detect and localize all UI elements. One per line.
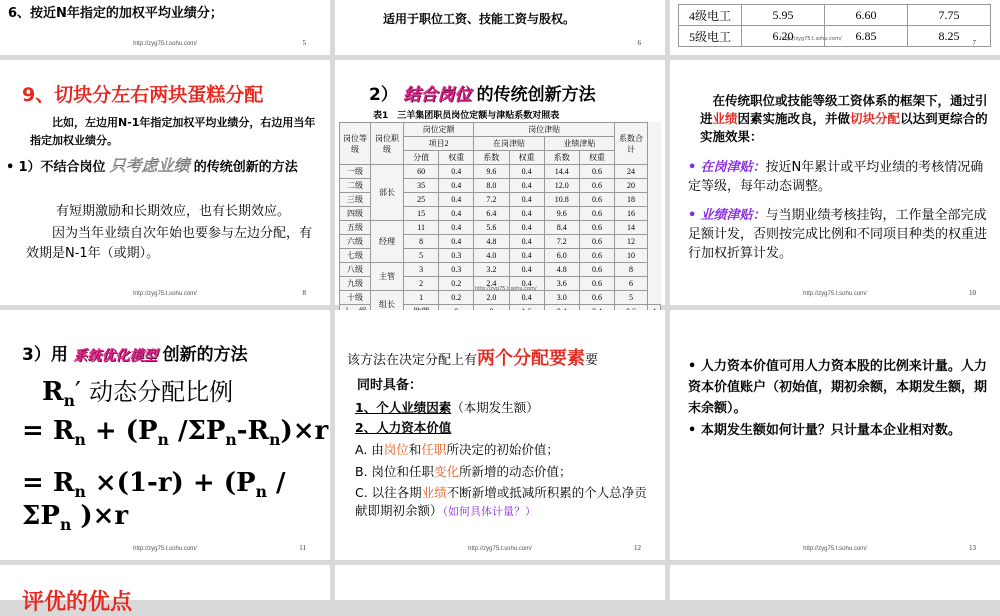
slide-13-bullet-1: • 人力资本价值可用人力资本股的比例来计量。人力资本价值账户（初始值，期初余额，本期发生额，期末余额）。 (688, 359, 988, 416)
table-cell: 6.0 (544, 249, 579, 263)
table-title: 表1 三羊集团职员岗位定额与津贴系数对照表 (373, 111, 560, 121)
slide-10-bullet-1: • 在岗津贴：按近N年累计或平均业绩的考核情况确定等级，每年动态调整。 (688, 160, 984, 194)
table-cell: 0.6 (579, 263, 614, 277)
table-row (340, 165, 661, 179)
slide-10[interactable] (670, 60, 1000, 305)
slide-8-title: 9、切块分左右两块蛋糕分配 (22, 84, 264, 106)
line-text: 要 (585, 353, 599, 368)
table-cell: 0.2 (439, 277, 474, 291)
slide-5-number: 5 (302, 39, 306, 47)
table-cell: 5.95 (742, 5, 825, 26)
slide-6-number: 6 (637, 39, 641, 47)
table-cell: 0.6 (579, 249, 614, 263)
table-cell: 7.2 (544, 235, 579, 249)
slide-10-url: http://zyg75.t.sohu.com/ (803, 291, 867, 297)
table-row (340, 221, 661, 235)
formula-2: = $R_n \times(1-r) + (P_n$ $/\Sigma P_n$ )×r (22, 468, 286, 535)
table-cell: 14.4 (544, 165, 579, 179)
table-cell: 2.4 (474, 277, 509, 291)
table-header: 权重 (509, 151, 544, 165)
table-cell: 0.4 (509, 263, 544, 277)
table-cell: 0.4 (509, 249, 544, 263)
table-cell: 组长 (371, 291, 404, 319)
rn-definition: $R_n'$ 动态分配比例 (42, 377, 234, 411)
table-cell: 八级 (340, 263, 371, 277)
table-cell: 0.4 (439, 235, 474, 249)
formula-1: = $R_n + (P_n$ $/\Sigma P_n-R_n)\times r$ (22, 416, 329, 450)
table-cell: 三级 (340, 193, 371, 207)
slide-13-number: 13 (969, 544, 976, 552)
table-header: 分值 (404, 151, 439, 165)
table-cell: 经理 (371, 221, 404, 263)
slide-8-bullet: • 1）不结合岗位 只考虑业绩 的传统创新的方法 (6, 156, 298, 175)
table-cell: 16 (615, 207, 648, 221)
factor-1 (355, 398, 539, 416)
slide-9-url: http://zyg75.t.sohu.com/ (475, 286, 537, 292)
table-row (340, 291, 661, 305)
rn-label: 动态分配比例 (89, 378, 234, 406)
table-cell: 8 (615, 263, 648, 277)
slide-13-url: http://zyg75.t.sohu.com/ (803, 546, 867, 552)
item-highlight: 任职 (421, 442, 447, 457)
table-cell: 0.6 (579, 179, 614, 193)
slide-8[interactable] (0, 60, 330, 305)
table-header: 岗位津贴 (474, 123, 615, 137)
item-text: 所新增的动态价值； (459, 464, 572, 479)
item-text: 所决定的初始价值； (446, 442, 559, 457)
item-b (355, 462, 572, 480)
table-cell: 35 (404, 179, 439, 193)
wordart-label: 系统优化模型 (73, 348, 158, 364)
slide-12-number: 12 (634, 544, 641, 552)
slide-7-number: 7 (972, 39, 976, 47)
slide-7[interactable] (670, 0, 1000, 55)
title-suffix: 的传统创新方法 (476, 85, 596, 105)
table-row (340, 263, 661, 277)
slide-12[interactable] (335, 310, 665, 560)
slide-5-text: 6、按近N年指定的加权平均业绩分； (8, 6, 223, 21)
table-cell: 0.4 (509, 207, 544, 221)
table-cell: 0.6 (579, 277, 614, 291)
table-cell: 3.2 (474, 263, 509, 277)
slide-5[interactable] (0, 0, 330, 55)
title-prefix: 2） (369, 85, 398, 105)
slide-12-line-2: 同时具备： (357, 378, 423, 393)
table-cell: 3.6 (544, 277, 579, 291)
table-header: 业绩津贴 (544, 137, 614, 151)
table-cell: 主管 (371, 263, 404, 291)
table-cell: 0.6 (579, 193, 614, 207)
table-cell: 5.6 (474, 221, 509, 235)
table-cell: 12.0 (544, 179, 579, 193)
title-suffix: 创新的方法 (162, 345, 248, 365)
table-cell: 10.8 (544, 193, 579, 207)
table-header: 项目2 (404, 137, 474, 151)
table-cell: 0.4 (439, 179, 474, 193)
slide-10-intro (700, 92, 996, 146)
table-header: 系数 (544, 151, 579, 165)
item-note: （如何具体计量？） (442, 505, 537, 518)
bullet-text: 按近N年累计或平均业绩的考核情况确定等级，每年动态调整。 (688, 160, 984, 194)
factor-2: 2、人力资本价值 (355, 420, 452, 435)
table-cell: 一级 (340, 165, 371, 179)
table-cell: 0.3 (439, 263, 474, 277)
slide-8-line-2: 因为当年业绩自次年始也要参与左边分配，有效期是N-1年（或期）。 (26, 226, 313, 261)
table-cell: 十级 (340, 291, 371, 305)
slide-10-number: 10 (969, 289, 976, 297)
table-header: 岗位职级 (371, 123, 404, 165)
table-header: 权重 (439, 151, 474, 165)
slide-11[interactable] (0, 310, 330, 560)
intro-highlight: 业绩 (712, 111, 738, 126)
table-cell: 4.0 (474, 249, 509, 263)
table-cell: 0.6 (579, 235, 614, 249)
table-cell: 1 (404, 291, 439, 305)
bullet-text: 与当期业绩考核挂钩，工作量全部完成足额计发，否则按完成比例和不同项目种类的权重进行加权折算计发。 (688, 208, 988, 261)
table-cell: 五级 (340, 221, 371, 235)
table-cell: 0.3 (439, 249, 474, 263)
item-text: B. 岗位和任职 (355, 464, 435, 479)
table-cell: 8.4 (544, 221, 579, 235)
slide-11-title (22, 340, 248, 365)
table-cell: 4级电工 (679, 5, 742, 26)
item-text: 和 (408, 442, 422, 457)
item-highlight: 岗位 (383, 442, 409, 457)
table-cell: 0.4 (509, 221, 544, 235)
table-cell: 0.6 (579, 207, 614, 221)
table-cell: 60 (404, 165, 439, 179)
table-cell: 12 (615, 235, 648, 249)
table-cell: 0.4 (509, 179, 544, 193)
line-text: 该方法在决定分配上有 (347, 353, 478, 368)
table-cell: 8.0 (474, 179, 509, 193)
table-cell: 15 (404, 207, 439, 221)
table-row (679, 5, 991, 26)
intro-text: 因素实施改良，并做 (737, 111, 851, 126)
table-cell: 5 (615, 291, 648, 305)
table-cell: 3 (404, 263, 439, 277)
table-cell: 部长 (371, 165, 404, 221)
bullet-label: 在岗津贴： (700, 160, 766, 175)
table-cell: 6.85 (825, 26, 908, 47)
slide-10-bullet-2: • 业绩津贴：与当期业绩考核挂钩，工作量全部完成足额计发，否则按完成比例和不同项目种类的权重进行加权折算计发。 (688, 208, 988, 261)
table-header: 岗位等级 (340, 123, 371, 165)
table-cell: 0.4 (509, 165, 544, 179)
table-cell: 4.8 (474, 235, 509, 249)
item-text: 不断新增或抵减所积累的个人总净贡献即期初余额） (355, 485, 647, 518)
table-cell: 0.6 (579, 165, 614, 179)
slide-14[interactable] (0, 565, 330, 615)
slide-6-text: 适用于职位工资、技能工资与股权。 (383, 12, 576, 26)
table-cell: 5级电工 (679, 26, 742, 47)
slide-6[interactable] (335, 0, 665, 55)
slide-11-number: 11 (299, 544, 306, 552)
table-header: 权重 (579, 151, 614, 165)
bullet-label: 1）不结合岗位 (18, 160, 106, 175)
table-header: 系数 (474, 151, 509, 165)
table-cell: 5 (404, 249, 439, 263)
table-cell: 24 (615, 165, 648, 179)
table-cell: 0.4 (439, 207, 474, 221)
slide-7-url: http://zyg75.t.sohu.com/ (780, 36, 842, 42)
slide-5-url: http://zyg75.t.sohu.com/ (133, 41, 197, 47)
factor-label: 1、个人业绩因素 (355, 400, 452, 415)
table-cell: 3.0 (544, 291, 579, 305)
table-cell: 6.4 (474, 207, 509, 221)
wordart-label: 只考虑业绩 (109, 156, 190, 175)
table-header: 岗位定额 (404, 123, 474, 137)
table-cell: 6.20 (742, 26, 825, 47)
slide-8-line-1: 有短期激励和长期效应，也有长期效应。 (56, 204, 291, 219)
bullet-label: 业绩津贴： (700, 208, 766, 223)
table-cell: 11 (404, 221, 439, 235)
table-cell: 8.25 (908, 26, 991, 47)
table-cell: 0.4 (509, 235, 544, 249)
slide-12-url: http://zyg75.t.sohu.com/ (468, 546, 532, 552)
table-cell: 7.2 (474, 193, 509, 207)
wordart-label: 结合岗位 (403, 85, 472, 105)
table-header: 在岗津贴 (474, 137, 544, 151)
slide-13[interactable] (670, 310, 1000, 560)
table-cell: 九级 (340, 277, 371, 291)
table-cell: 9.6 (474, 165, 509, 179)
intro-text: 在传统职位或技能等级工资体系的框架下，通过引进 (700, 93, 988, 126)
table-cell: 0.4 (439, 221, 474, 235)
item-highlight: 业绩 (421, 485, 447, 500)
title-prefix: 3）用 (22, 345, 68, 365)
table-header: 系数合计 (615, 123, 648, 165)
bullet-text: 本期发生额如何计量？只计量本企业相对数。 (700, 423, 961, 438)
table-cell: 10 (615, 249, 648, 263)
table-cell: 9.6 (544, 207, 579, 221)
table-cell: 4.8 (544, 263, 579, 277)
bullet-text: 人力资本价值可用人力资本股的比例来计量。人力资本价值账户（初始值，期初余额，本期发生额，期末余额）。 (688, 359, 988, 416)
table-cell: 二级 (340, 179, 371, 193)
item-highlight: 变化 (434, 464, 460, 479)
table-cell: 2 (404, 277, 439, 291)
slide-8-paragraph: 比如，左边用N-1年指定加权平均业绩分，右边用当年指定加权业绩分。 (30, 116, 316, 147)
table-cell: 四级 (340, 207, 371, 221)
table-cell: 0.4 (509, 291, 544, 305)
item-text: A. 由 (355, 442, 384, 457)
slide-16[interactable] (670, 565, 1000, 600)
slide-8-url: http://zyg75.t.sohu.com/ (133, 291, 197, 297)
slide-15[interactable] (335, 565, 665, 600)
table-cell: 14 (615, 221, 648, 235)
table-cell: 0.4 (509, 277, 544, 291)
slide-9[interactable] (335, 60, 665, 309)
item-a (355, 440, 559, 458)
table-cell: 6.60 (825, 5, 908, 26)
table-cell: 6 (615, 277, 648, 291)
table-cell: 8 (404, 235, 439, 249)
table-cell: 0.4 (439, 193, 474, 207)
key-phrase: 两个分配要素 (477, 348, 586, 369)
table-cell: 0.2 (439, 291, 474, 305)
bullet-label-tail: 的传统创新的方法 (193, 160, 298, 175)
table-cell: 20 (615, 179, 648, 193)
slide-13-bullet-2: • 本期发生额如何计量？只计量本企业相对数。 (688, 423, 961, 438)
table-cell: 0.4 (509, 193, 544, 207)
item-c (355, 484, 655, 521)
table-cell: 七级 (340, 249, 371, 263)
table-cell: 0.4 (439, 165, 474, 179)
table-cell: 18 (615, 193, 648, 207)
table-cell: 25 (404, 193, 439, 207)
intro-text: 以达到更综合的实施效果： (700, 111, 988, 144)
factor-note: （本期发生额） (451, 400, 539, 415)
table-cell: 7.75 (908, 5, 991, 26)
slide-14-title: 评优的优点 (22, 590, 133, 615)
table-cell: 0.6 (579, 291, 614, 305)
table-cell: 0.6 (579, 221, 614, 235)
intro-highlight: 切块分配 (850, 111, 901, 126)
item-text: C. 以往各期 (355, 485, 422, 500)
table-cell: 六级 (340, 235, 371, 249)
slide-12-line-1 (347, 344, 598, 370)
slide-9-title (369, 80, 596, 105)
table-cell: 2.0 (474, 291, 509, 305)
slide-11-url: http://zyg75.t.sohu.com/ (133, 546, 197, 552)
slide-8-number: 8 (302, 289, 306, 297)
